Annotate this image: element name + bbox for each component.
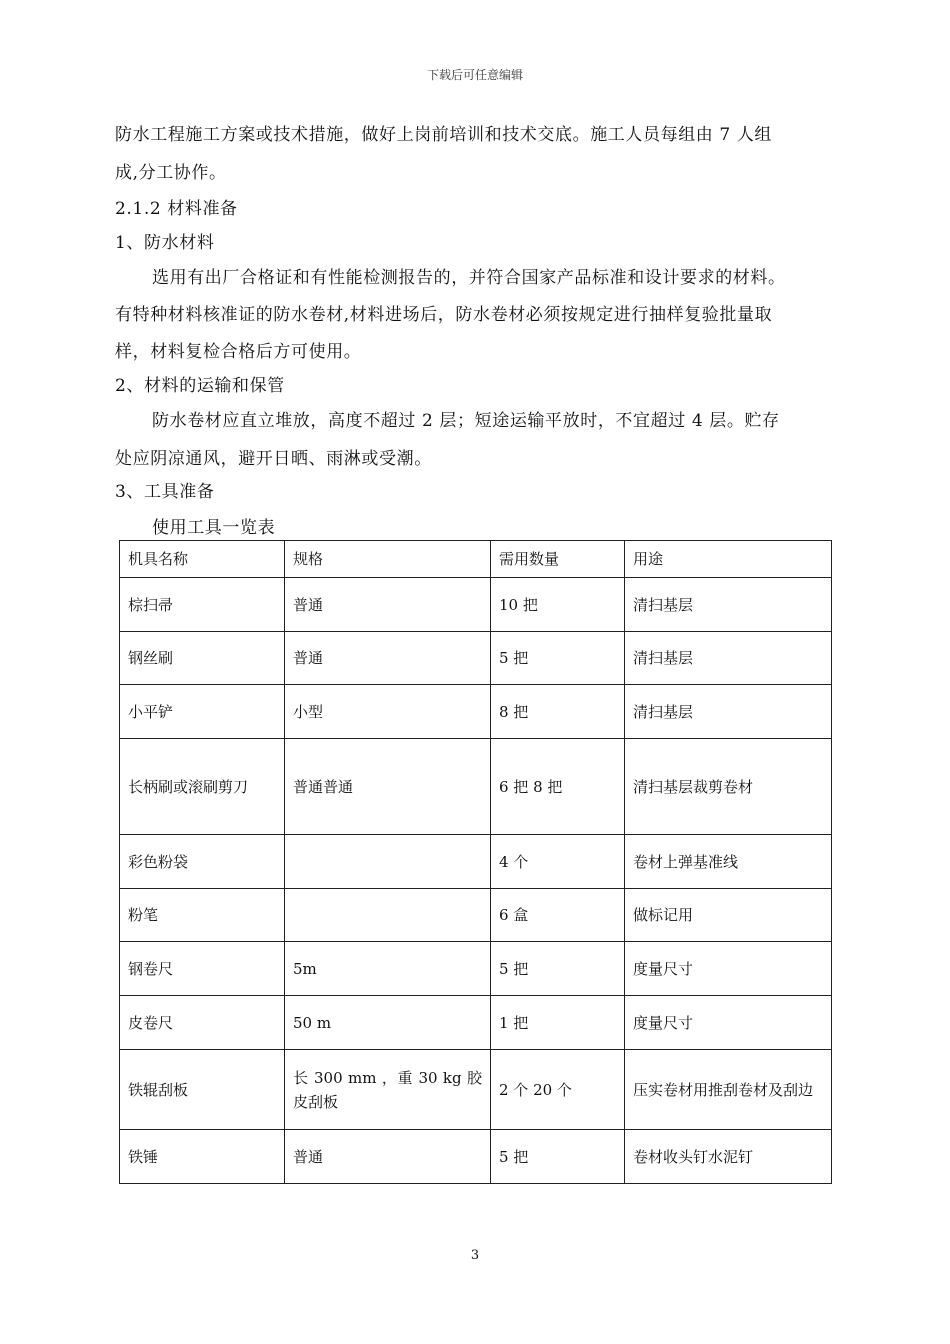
subsection-heading: 2、材料的运输和保管 [115, 376, 285, 396]
paragraph-line: 防水卷材应直立堆放，高度不超过 2 层；短途运输平放时，不宜超过 4 层。贮存 [152, 411, 780, 431]
table-cell: 5 把 [491, 942, 625, 996]
table-row [120, 685, 832, 739]
section-heading: 2.1.2 材料准备 [115, 199, 238, 219]
table-cell: 普通 [285, 578, 491, 632]
table-row [120, 632, 832, 685]
table-cell: 度量尺寸 [625, 996, 832, 1050]
table-cell: 长柄刷或滚刷剪刀 [120, 739, 285, 835]
table-row [120, 1130, 832, 1184]
table-cell: 5 把 [491, 632, 625, 685]
table-cell: 粉笔 [120, 889, 285, 942]
page-number: 3 [470, 1248, 480, 1263]
paragraph-line: 处应阴凉通风，避开日晒、雨淋或受潮。 [115, 449, 432, 469]
table-cell: 普通 [285, 632, 491, 685]
table-cell: 清扫基层裁剪卷材 [625, 739, 832, 835]
paragraph-line: 有特种材料核准证的防水卷材,材料进场后，防水卷材必须按规定进行抽样复验批量取 [115, 305, 773, 325]
tools-table [119, 540, 832, 1184]
table-cell: 度量尺寸 [625, 942, 832, 996]
table-cell: 卷材上弹基准线 [625, 835, 832, 889]
table-cell: 皮卷尺 [120, 996, 285, 1050]
table-cell: 普通普通 [285, 739, 491, 835]
table-row [120, 835, 832, 889]
table-row [120, 739, 832, 835]
table-cell: 1 把 [491, 996, 625, 1050]
table-cell: 普通 [285, 1130, 491, 1184]
column-header: 需用数量 [491, 541, 625, 578]
table-cell: 棕扫帚 [120, 578, 285, 632]
table-row [120, 942, 832, 996]
table-cell [285, 835, 491, 889]
table-cell: 6 盒 [491, 889, 625, 942]
table-cell: 4 个 [491, 835, 625, 889]
table-cell: 做标记用 [625, 889, 832, 942]
table-row [120, 578, 832, 632]
table-row [120, 889, 832, 942]
table-cell: 卷材收头钉水泥钉 [625, 1130, 832, 1184]
table-cell: 10 把 [491, 578, 625, 632]
paragraph-line: 成,分工协作。 [115, 163, 227, 183]
table-cell: 2 个 20 个 [491, 1050, 625, 1130]
table-cell: 钢丝刷 [120, 632, 285, 685]
paragraph-line: 防水工程施工方案或技术措施，做好上岗前培训和技术交底。施工人员每组由 7 人组 [115, 125, 773, 145]
table-cell: 压实卷材用推刮卷材及刮边 [625, 1050, 832, 1130]
table-row [120, 1050, 832, 1130]
subsection-heading: 1、防水材料 [115, 233, 215, 253]
subsection-heading: 3、工具准备 [115, 482, 215, 502]
table-cell: 6 把 8 把 [491, 739, 625, 835]
table-cell: 彩色粉袋 [120, 835, 285, 889]
table-cell: 50 m [285, 996, 491, 1050]
table-cell: 清扫基层 [625, 685, 832, 739]
table-cell: 小型 [285, 685, 491, 739]
table-cell: 铁锤 [120, 1130, 285, 1184]
table-cell: 钢卷尺 [120, 942, 285, 996]
table-cell: 长 300 mm ，重 30 kg 胶皮刮板 [285, 1050, 491, 1130]
table-cell: 小平铲 [120, 685, 285, 739]
column-header: 用途 [625, 541, 832, 578]
table-cell: 清扫基层 [625, 632, 832, 685]
table-cell: 5m [285, 942, 491, 996]
paragraph-line: 选用有出厂合格证和有性能检测报告的，并符合国家产品标准和设计要求的材料。 [152, 268, 786, 288]
table-caption: 使用工具一览表 [152, 518, 276, 538]
table-row [120, 996, 832, 1050]
table-cell: 清扫基层 [625, 578, 832, 632]
table-cell: 5 把 [491, 1130, 625, 1184]
column-header: 规格 [285, 541, 491, 578]
table-cell: 铁辊刮板 [120, 1050, 285, 1130]
table-cell: 8 把 [491, 685, 625, 739]
column-header: 机具名称 [120, 541, 285, 578]
paragraph-line: 样，材料复检合格后方可使用。 [115, 342, 362, 362]
table-cell [285, 889, 491, 942]
page-header: 下载后可任意编辑 [426, 68, 523, 82]
table-header-row [120, 541, 832, 578]
